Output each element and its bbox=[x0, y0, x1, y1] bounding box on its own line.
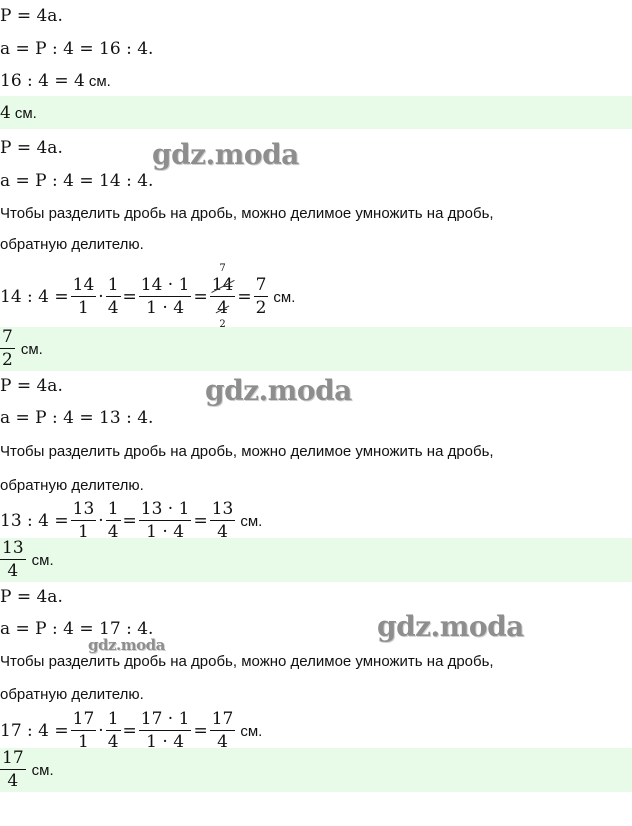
answer-1 bbox=[0, 103, 37, 123]
answer-4 bbox=[0, 748, 54, 792]
fraction-3-c: $\frac{13 \cdot 1}{1 \cdot 4}$ bbox=[140, 499, 190, 542]
fraction-3-result: $\frac{13}{4}$ bbox=[211, 499, 234, 542]
side-formula-1: a = P : 4 = 16 : 4. bbox=[0, 39, 154, 59]
watermark-1: gdz.moda bbox=[152, 138, 299, 171]
perimeter-formula-1: P = 4a. bbox=[0, 6, 63, 26]
explanation-3a: Чтобы разделить дробь на дробь, можно делимое умножить на дробь, bbox=[0, 443, 494, 460]
unit-4: см. bbox=[240, 722, 263, 740]
explanation-4b: обратную делителю. bbox=[0, 686, 144, 703]
unit-2: см. bbox=[273, 288, 296, 306]
explanation-3b: обратную делителю. bbox=[0, 477, 144, 494]
side-formula-3: a = P : 4 = 13 : 4. bbox=[0, 408, 154, 428]
answer-3 bbox=[0, 538, 54, 582]
cancel-top-value: 7 bbox=[219, 263, 226, 274]
perimeter-formula-2: P = 4a. bbox=[0, 138, 63, 158]
calc-math-1: 16 : 4 = 4 bbox=[0, 71, 85, 91]
unit-3: см. bbox=[240, 512, 263, 530]
watermark-4: gdz.moda bbox=[88, 636, 165, 654]
equation-3: 13 : 4 = $\frac{13}{1}$ · $\frac{1}{4}$ = $\frac{13 \cdot 1}{1 \cdot 4}$ = $\frac{13}{4}$ см. bbox=[0, 499, 263, 542]
answer-2 bbox=[0, 327, 43, 371]
perimeter-formula-4: P = 4a. bbox=[0, 587, 63, 607]
fraction-2-b: $\frac{1}{4}$ bbox=[107, 275, 119, 318]
explanation-4a: Чтобы разделить дробь на дробь, можно делимое умножить на дробь, bbox=[0, 653, 494, 670]
equation-4-lhs: 17 : 4 = bbox=[0, 721, 69, 741]
side-formula-4: a = P : 4 = 17 : 4. bbox=[0, 619, 154, 639]
equation-4: 17 : 4 = $\frac{17}{1}$ · $\frac{1}{4}$ = $\frac{17 \cdot 1}{1 \cdot 4}$ = $\frac{17}{4}$ см. bbox=[0, 709, 263, 752]
answer-value-1: 4 bbox=[0, 103, 11, 123]
answer-2-fraction: $\frac{7}{2}$ bbox=[2, 327, 13, 370]
answer-3-fraction: $\frac{13}{4}$ bbox=[2, 538, 24, 581]
answer-4-unit: см. bbox=[31, 761, 54, 779]
fraction-2-c: $\frac{14 \cdot 1}{1 \cdot 4}$ bbox=[140, 275, 190, 318]
explanation-2a: Чтобы разделить дробь на дробь, можно делимое умножить на дробь, bbox=[0, 205, 494, 222]
calc-line-1 bbox=[0, 71, 111, 91]
answer-unit-1: см. bbox=[14, 105, 37, 122]
cancelled-numerator: 7 14 bbox=[211, 263, 234, 295]
equation-3-lhs: 13 : 4 = bbox=[0, 511, 69, 531]
answer-3-unit: см. bbox=[31, 551, 54, 569]
cancel-bottom-value: 2 bbox=[219, 319, 226, 330]
fraction-3-a: $\frac{13}{1}$ bbox=[72, 499, 95, 542]
fraction-2-a: $\frac{14}{1}$ bbox=[72, 275, 95, 318]
answer-2-unit: см. bbox=[20, 340, 43, 358]
watermark-2: gdz.moda bbox=[205, 374, 352, 407]
fraction-2-result: $\frac{7}{2}$ bbox=[255, 275, 267, 318]
watermark-3: gdz.moda bbox=[377, 610, 524, 643]
fraction-4-b: $\frac{1}{4}$ bbox=[107, 709, 119, 752]
fraction-3-b: $\frac{1}{4}$ bbox=[107, 499, 119, 542]
explanation-2b: обратную делителю. bbox=[0, 236, 144, 253]
answer-band-2 bbox=[0, 327, 632, 371]
equation-2: 14 : 4 = $\frac{14}{1}$ · $\frac{1}{4}$ = $\frac{14 \cdot 1}{1 \cdot 4}$ = 7 14 4 2 = $\frac{7}{2}$ см. bbox=[0, 263, 296, 330]
answer-4-fraction: $\frac{17}{4}$ bbox=[2, 748, 24, 791]
fraction-4-result: $\frac{17}{4}$ bbox=[211, 709, 234, 752]
fraction-2-cancelled bbox=[210, 263, 236, 330]
fraction-4-c: $\frac{17 \cdot 1}{1 \cdot 4}$ bbox=[140, 709, 190, 752]
cancelled-denominator: 4 2 bbox=[217, 298, 228, 330]
side-formula-2: a = P : 4 = 14 : 4. bbox=[0, 171, 154, 191]
perimeter-formula-3: P = 4a. bbox=[0, 376, 63, 396]
fraction-4-a: $\frac{17}{1}$ bbox=[72, 709, 95, 752]
equation-2-lhs: 14 : 4 = bbox=[0, 287, 69, 307]
answer-band-1 bbox=[0, 96, 632, 129]
calc-unit-1: см. bbox=[88, 73, 111, 90]
